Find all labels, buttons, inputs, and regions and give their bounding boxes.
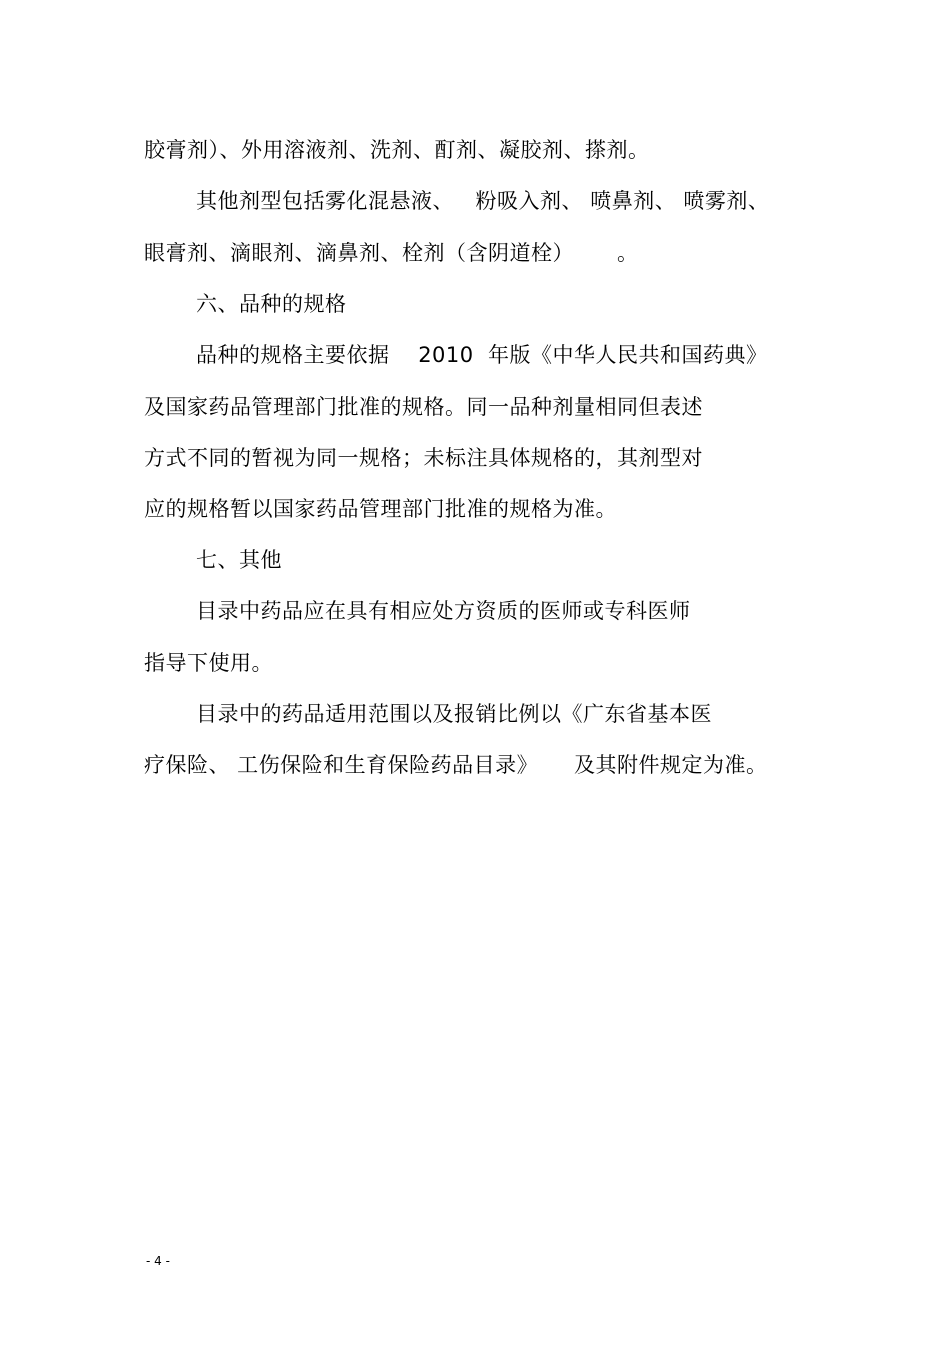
text-line: 胶膏剂）、外用溶液剂、洗剂、酊剂、凝胶剂、搽剂。 — [144, 138, 650, 162]
text-line: 方式不同的暂视为同一规格；未标注具体规格的，其剂型对 — [144, 446, 703, 470]
text-line: 目录中药品应在具有相应处方资质的医师或专科医师 — [196, 599, 691, 623]
text-line: 疗保险、 工伤保险和生育保险药品目录》 及其附件规定为准。 — [144, 753, 768, 777]
text-line: 应的规格暂以国家药品管理部门批准的规格为准。 — [144, 497, 617, 521]
text-line: 及国家药品管理部门批准的规格。同一品种剂量相同但表述 — [144, 395, 703, 419]
text-line: 指导下使用。 — [144, 651, 273, 675]
section-heading: 六、品种的规格 — [196, 292, 347, 316]
section-heading: 七、其他 — [196, 548, 282, 572]
page-number: - 4 - — [146, 1254, 170, 1268]
text-line: 品种的规格主要依据 2010 年版《中华人民共和国药典》 — [196, 343, 768, 367]
text-line: 其他剂型包括雾化混悬液、 粉吸入剂、 喷鼻剂、 喷雾剂、 — [196, 189, 770, 213]
text-line: 眼膏剂、滴眼剂、滴鼻剂、栓剂（含阴道栓） 。 — [144, 241, 639, 265]
text-line: 目录中的药品适用范围以及报销比例以《广东省基本医 — [196, 702, 712, 726]
